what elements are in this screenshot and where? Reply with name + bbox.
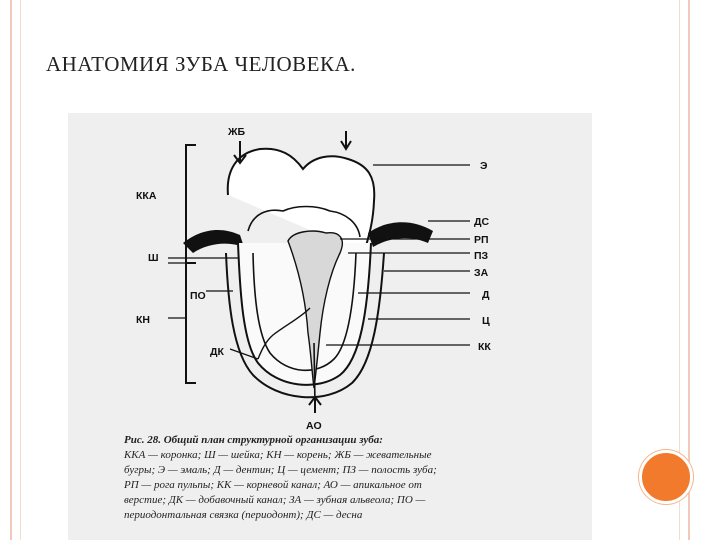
label-e: Э [480, 160, 488, 172]
label-zhb: ЖБ [228, 126, 246, 138]
slide-title: АНАТОМИЯ ЗУБА ЧЕЛОВЕКА. [46, 52, 356, 76]
caption-line: ККА — коронка; Ш — шейка; КН — корень; ЖБ — жевательные [124, 449, 432, 461]
gum-right [368, 222, 433, 247]
caption-line: верстие; ДК — добавочный канал; ЗА — зубная альвеола; ПО — [124, 494, 426, 506]
label-sh: Ш [148, 252, 159, 264]
figure-caption [124, 433, 584, 523]
accent-circle [639, 450, 693, 504]
label-rp: РП [474, 234, 489, 246]
caption-line: РП — рога пульпы; КК — корневой канал; АО — апикальное от [124, 479, 422, 491]
caption-line: бугры; Э — эмаль; Д — дентин; Ц — цемент; ПЗ — полость зуба; [124, 464, 437, 476]
label-pz: ПЗ [474, 250, 489, 262]
label-d: Д [482, 289, 490, 301]
label-ts: Ц [482, 315, 490, 327]
label-dk: ДК [210, 346, 224, 358]
caption-heading: Рис. 28. Общий план структурной организации зуба: [124, 434, 383, 446]
caption-line: периодонтальная связка (периодонт); ДС — десна [124, 509, 363, 521]
arrow-ao [309, 397, 321, 413]
label-ds: ДС [474, 216, 490, 228]
label-kk: КК [478, 341, 491, 353]
label-za: ЗА [474, 267, 489, 279]
gum-left [183, 230, 244, 253]
label-kn: КН [136, 314, 150, 326]
tooth-anatomy-figure [68, 113, 592, 540]
label-po: ПО [190, 290, 206, 302]
arrow-top [341, 131, 351, 149]
label-kka: ККА [136, 190, 157, 202]
label-ao: АО [306, 420, 322, 432]
